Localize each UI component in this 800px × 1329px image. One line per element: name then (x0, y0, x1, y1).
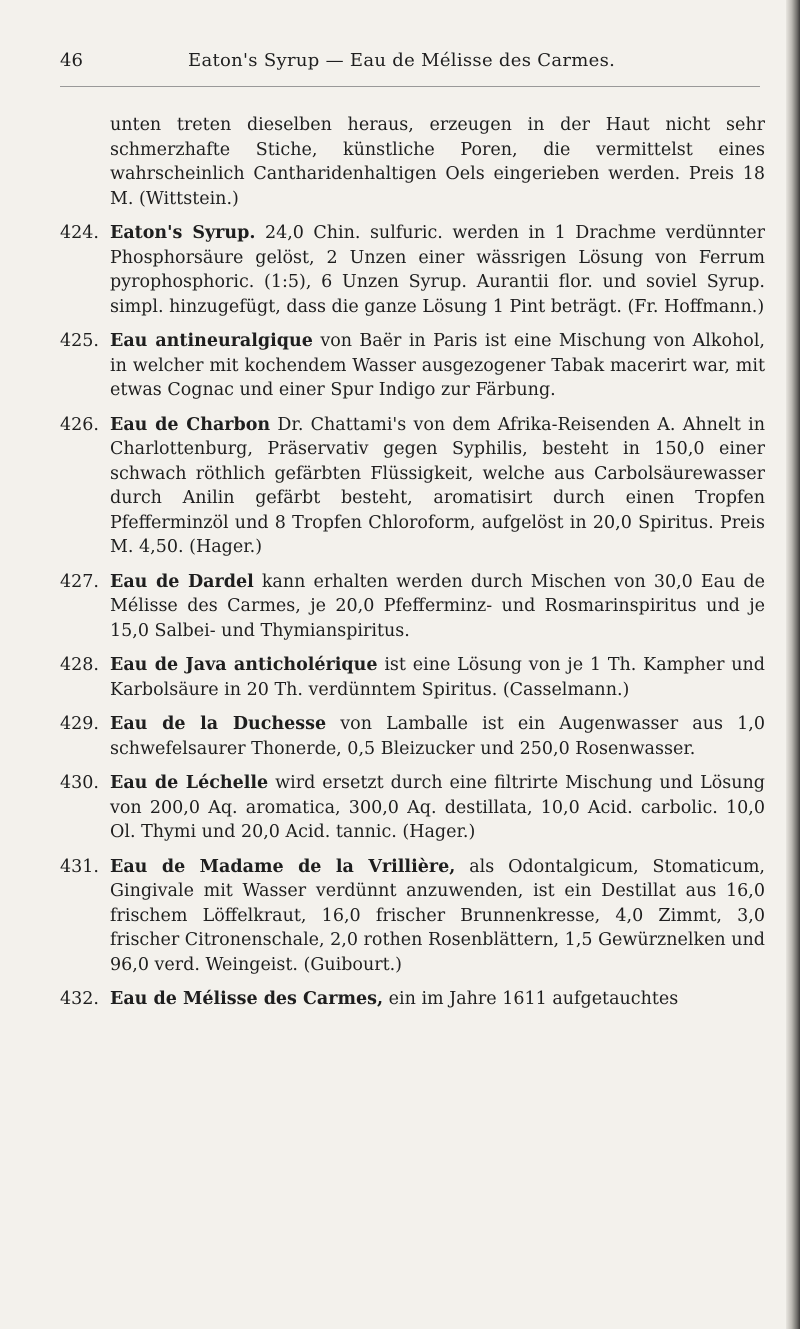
entry-body: von Lamballe ist ein Augenwasser aus 1,0 schwefelsaurer Thonerde, 0,5 Bleizucker und 250,0 Rosenwasser. (110, 714, 765, 759)
entry-title: Eau de Mélisse des Carmes, (110, 989, 384, 1009)
entry-body: als Odontalgicum, Stomaticum, Gingivale mit Wasser verdünnt anzuwenden, ist ein Destillat aus 16,0 frischem Löffelkraut, 16,0 frischer Brunnenkresse, 4,0 Zimmt, 3,0 frischer Citronenschale, 2,0 rothen Rosenblättern, 1,5 Gewürznelken und 96,0 verd. Weingeist. (Guibourt.) (110, 856, 766, 975)
entry-body: von Baër in Paris ist eine Mischung von Alkohol, in welcher mit kochendem Wasser ausgezogener Tabak macerirt war, mit etwas Cognac und einer Spur Indigo zur Färbung. (110, 331, 765, 400)
entry-number: 430. (60, 773, 99, 793)
entry-title: Eau de Charbon (110, 414, 271, 435)
entry-text-block (110, 653, 765, 702)
entry-number: 432. (60, 989, 99, 1009)
entry-number: 428. (60, 655, 99, 675)
entry-text-block (110, 771, 765, 845)
entry-number: 429. (60, 714, 99, 734)
entry (60, 329, 765, 403)
entry-text-block (110, 855, 765, 978)
entry (60, 221, 765, 319)
entry-body: Dr. Chattami's von dem Afrika-Reisenden A. Ahnelt in Charlottenburg, Präservativ gegen Syphilis, besteht in 150,0 einer schwach röthlich gefärbten Flüssigkeit, welche aus Carbolsäurewasser durch Anilin gefärbt besteht, aromatisirt durch einen Tropfen Pfefferminzöl und 8 Tropfen Chloroform, aufgelöst in 20,0 Spiritus. Preis M. 4,50. (Hager.) (110, 414, 765, 557)
entry-body: kann erhalten werden durch Mischen von 30,0 Eau de Mélisse des Carmes, je 20,0 Pfefferminz- und Rosmarinspiritus und je 15,0 Salbei- und Thymianspiritus. (110, 571, 765, 641)
entry-title: Eau de Java anticholérique (110, 655, 378, 675)
page-binding-edge (786, 0, 800, 1329)
entry-number: 426. (60, 414, 99, 435)
entry-title: Eau de Léchelle (110, 773, 269, 793)
entry (60, 855, 765, 978)
entry-text-block (110, 413, 765, 560)
entry-number: 424. (60, 223, 99, 243)
entry-number: 431. (60, 856, 99, 877)
entry-title: Eau de Madame de la Vrillière, (110, 856, 456, 877)
entry (60, 771, 765, 845)
entry-body: wird ersetzt durch eine filtrirte Mischung und Lösung von 200,0 Aq. aromatica, 300,0 Aq. destillata, 10,0 Acid. carbolic. 10,0 Ol. Thymi und 20,0 Acid. tannic. (Hager.) (110, 773, 765, 842)
entry-body: 24,0 Chin. sulfuric. werden in 1 Drachme verdünnter Phosphorsäure gelöst, 2 Unzen einer wässrigen Lösung von Ferrum pyrophosphoric. (1:5), 6 Unzen Syrup. Aurantii flor. und soviel Syrup. simpl. hinzugefügt, dass die ganze Lösung 1 Pint beträgt. (Fr. Hoffmann.) (110, 223, 765, 317)
entry-title: Eau de Dardel (110, 571, 254, 592)
entry (60, 570, 765, 644)
entry-number: 427. (60, 571, 99, 592)
entry-text-block (110, 712, 765, 761)
entry-title: Eau antineuralgique (110, 331, 313, 351)
entry-list (60, 221, 765, 1012)
page-number: 46 (60, 50, 83, 71)
entry (60, 712, 765, 761)
entry-text-block (110, 329, 765, 403)
entry (60, 987, 765, 1012)
page-body (60, 113, 765, 1022)
entry (60, 653, 765, 702)
entry-body: ist eine Lösung von je 1 Th. Kampher und Karbolsäure in 20 Th. verdünntem Spiritus. (Casselmann.) (110, 655, 765, 700)
entry-title: Eaton's Syrup. (110, 223, 256, 243)
entry-text-block (110, 570, 765, 644)
entry-number: 425. (60, 331, 99, 351)
page-header (60, 50, 760, 80)
entry-title: Eau de la Duchesse (110, 714, 327, 734)
header-divider (60, 86, 760, 87)
running-title: Eaton's Syrup — Eau de Mélisse des Carmes. (188, 50, 616, 71)
entry-body: ein im Jahre 1611 aufgetauchtes (388, 989, 679, 1009)
entry-text-block (110, 221, 765, 319)
entry (60, 413, 765, 560)
intro-paragraph: unten treten dieselben heraus, erzeugen in der Haut nicht sehr schmerzhafte Stiche, künstliche Poren, die vermittelst eines wahrscheinlich Cantharidenhaltigen Oels eingerieben werden. Preis 18 M. (Wittstein.) (110, 115, 765, 209)
entry-text-block (110, 987, 765, 1012)
